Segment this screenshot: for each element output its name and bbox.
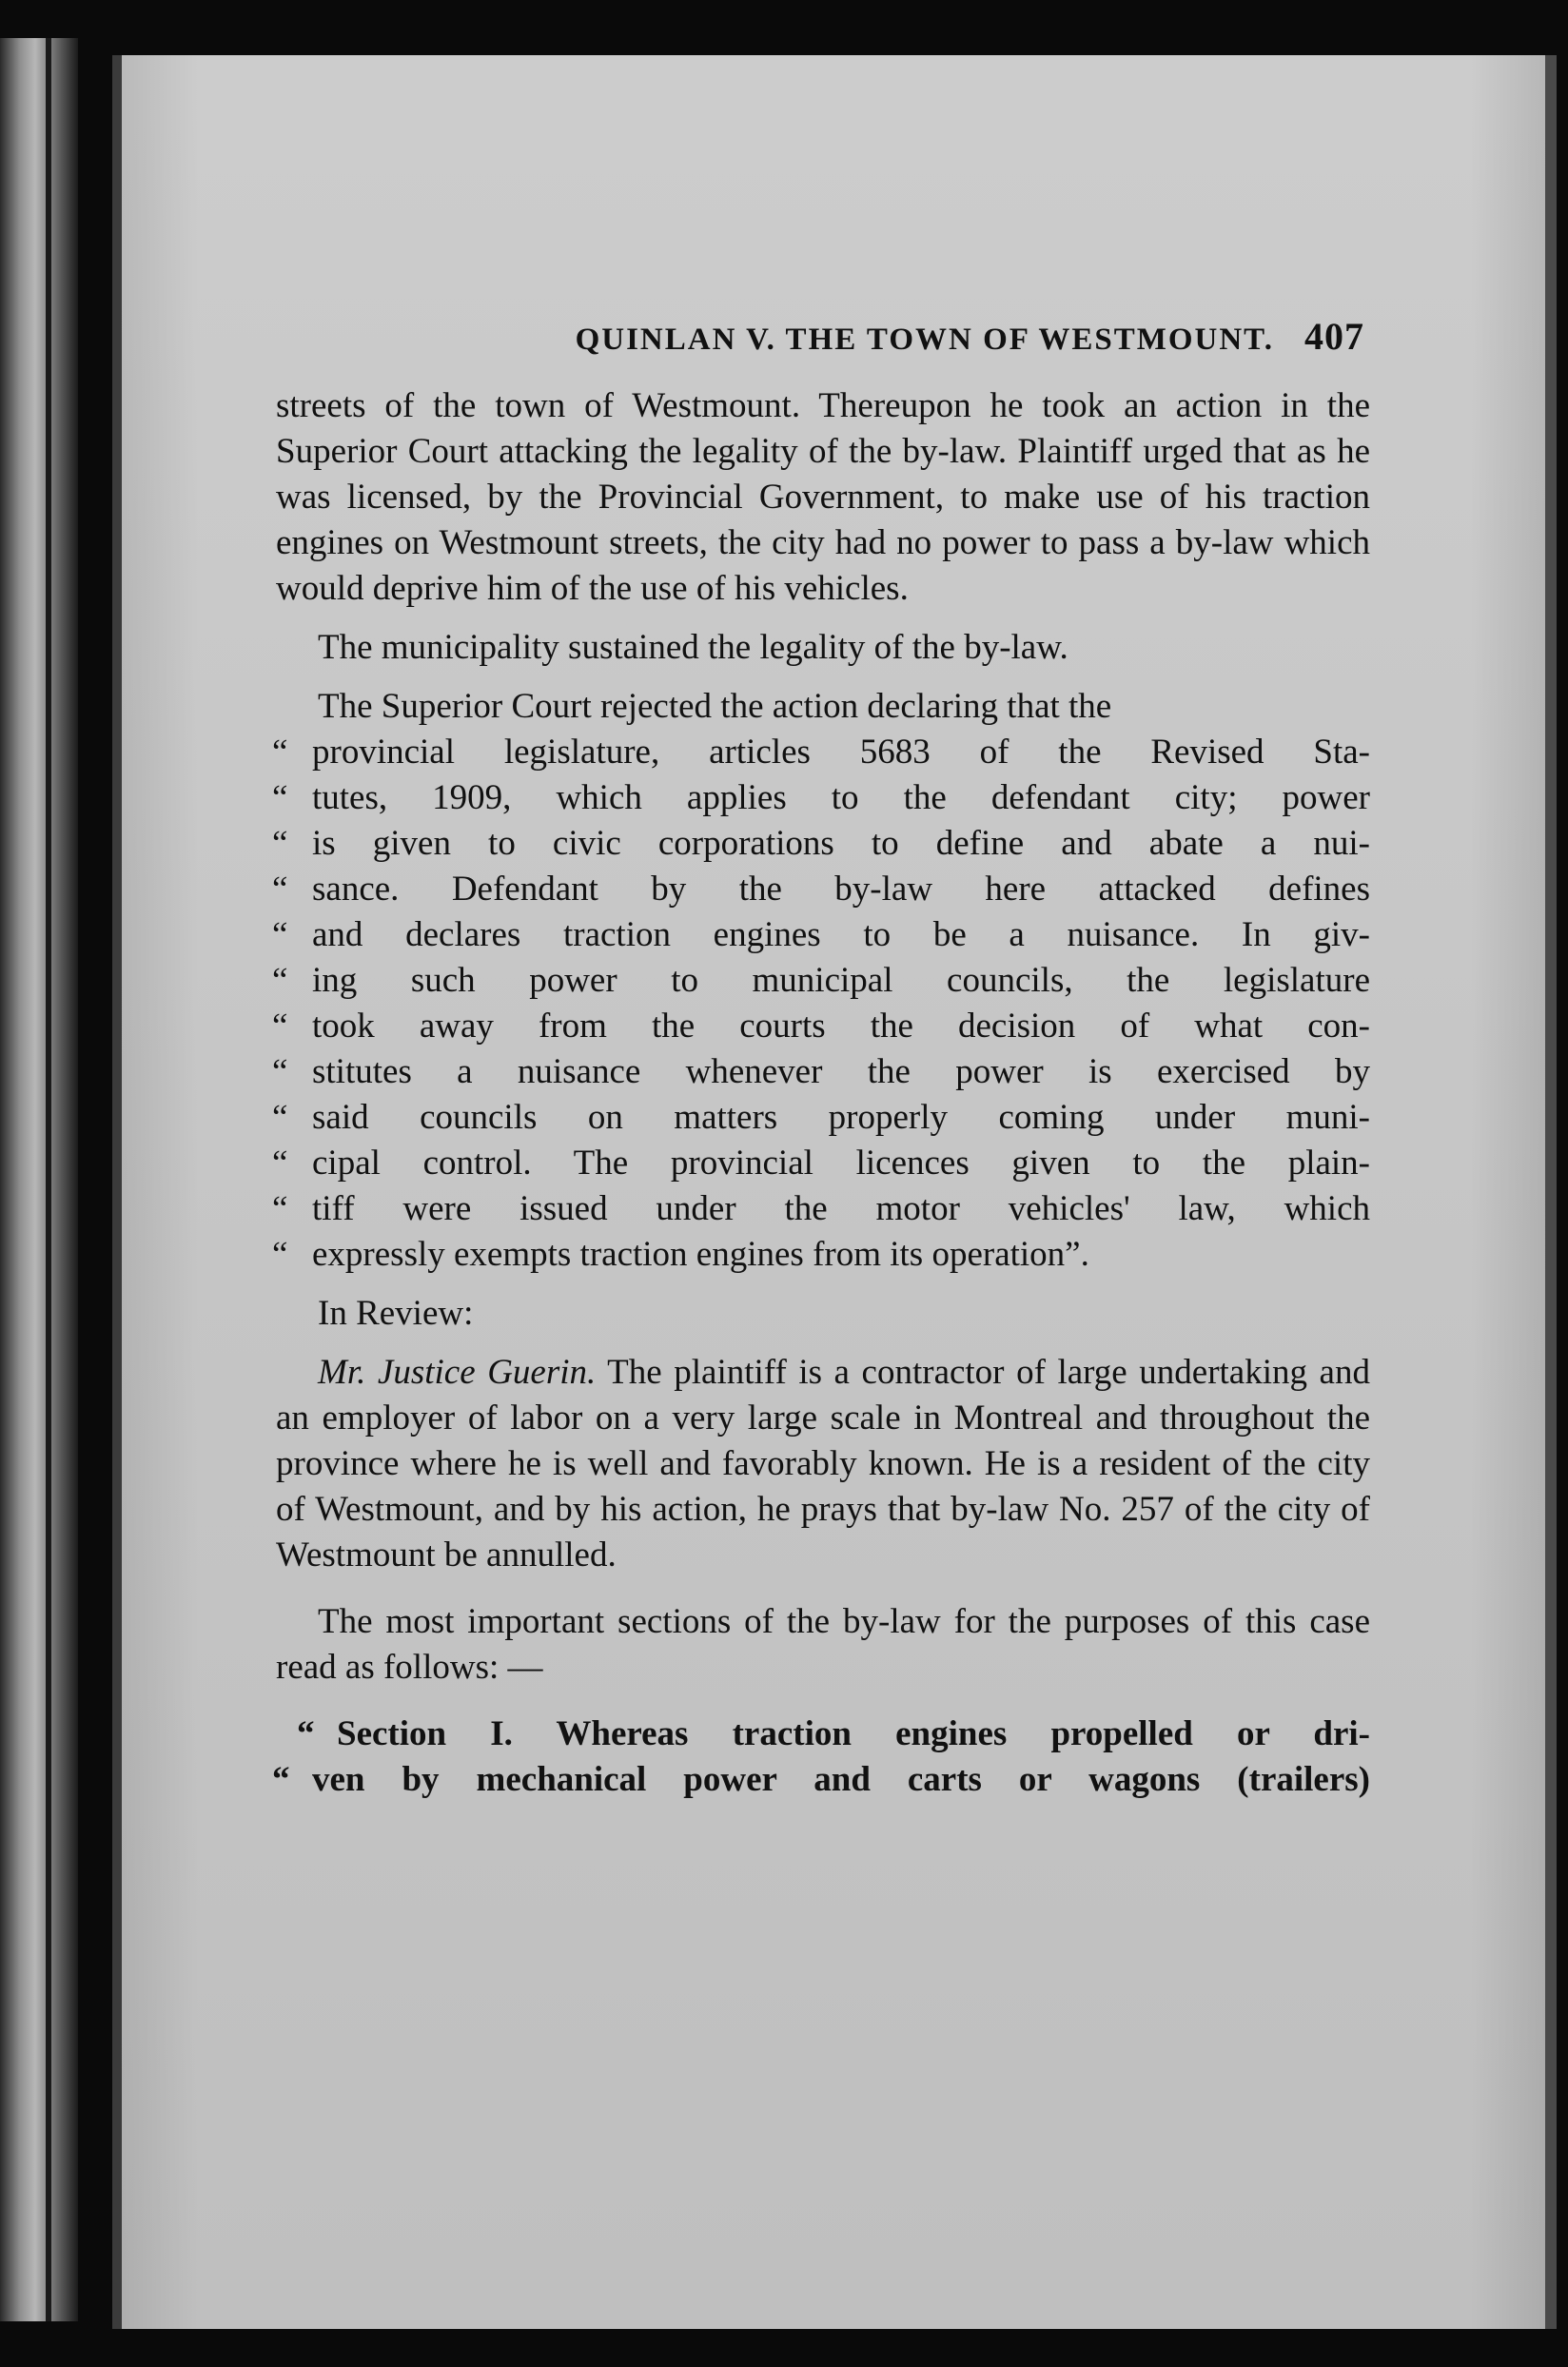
quote-line: “ took away from the courts the decision of what con- [272, 1007, 1370, 1046]
superior-court-judgment-quote [272, 730, 1370, 1278]
quote-line: “ Section I. Whereas traction engines propelled or dri- [297, 1714, 1370, 1753]
book-page [112, 55, 1557, 2329]
in-review-heading: In Review: [318, 1294, 474, 1333]
running-title: QUINLAN V. THE TOWN OF WESTMOUNT. [575, 323, 1274, 357]
quote-line: “ provincial legislature, articles 5683 of the Revised Sta- [272, 733, 1370, 772]
quote-line: “ ven by mechanical power and carts or wagons (trailers) [272, 1760, 1370, 1799]
paragraph-municipality: The municipality sustained the legality of the by-law. [318, 628, 1068, 667]
paragraph-superior-court: The Superior Court rejected the action declaring that the [318, 687, 1112, 726]
page-right-shadow [1545, 55, 1557, 2329]
binding-shadow [46, 38, 51, 2321]
adjacent-page-edge [0, 38, 78, 2321]
paragraph-bylaw-sections: The most important sections of the by-law for the purposes of this case read as follows: — [276, 1602, 1370, 1687]
quote-line: “ sance. Defendant by the by-law here attacked defines [272, 870, 1370, 909]
bylaw-section-quote [272, 1712, 1370, 1803]
quote-line: “ said councils on matters properly coming under muni- [272, 1098, 1370, 1137]
page-number: 407 [1304, 315, 1364, 358]
quote-line: “ tutes, 1909, which applies to the defendant city; power [272, 778, 1370, 817]
page-left-shadow [112, 55, 122, 2329]
quote-line: “ cipal control. The provincial licences given to the plain- [272, 1144, 1370, 1183]
page-text [272, 314, 1370, 1803]
paragraph-justice-guerin [276, 1350, 1370, 1578]
quote-line: “ ing such power to municipal councils, the legislature [272, 961, 1370, 1000]
running-head [276, 314, 1370, 362]
paragraph-facts: streets of the town of Westmount. Thereupon he took an action in the Superior Court attacking the legality of the by-law. Plaintiff urged that as he was licensed, by the Provincial Government, to make use of his traction engines on Westmount streets, the city had no power to pass a by-law which would deprive him of the use of his vehicles. [276, 386, 1370, 608]
quote-line: “ expressly exempts traction engines from its operation”. [272, 1235, 1089, 1274]
quote-line: “ and declares traction engines to be a nuisance. In giv- [272, 915, 1370, 954]
quote-line: “ is given to civic corporations to define and abate a nui- [272, 824, 1370, 863]
judge-name: Mr. Justice Guerin. [318, 1353, 597, 1392]
judge-opinion-text: The plaintiff is a contractor of large undertaking and an employer of labor on a very large scale in Montreal and throughout the province where he is well and favorably known. He is a resident of the city of Westmount, and by his action, he prays that by-law No. 257 of the city of Westmount be annulled. [276, 1353, 1370, 1575]
quote-line: “ stitutes a nuisance whenever the power is exercised by [272, 1052, 1370, 1091]
quote-line: “ tiff were issued under the motor vehicles' law, which [272, 1189, 1370, 1228]
